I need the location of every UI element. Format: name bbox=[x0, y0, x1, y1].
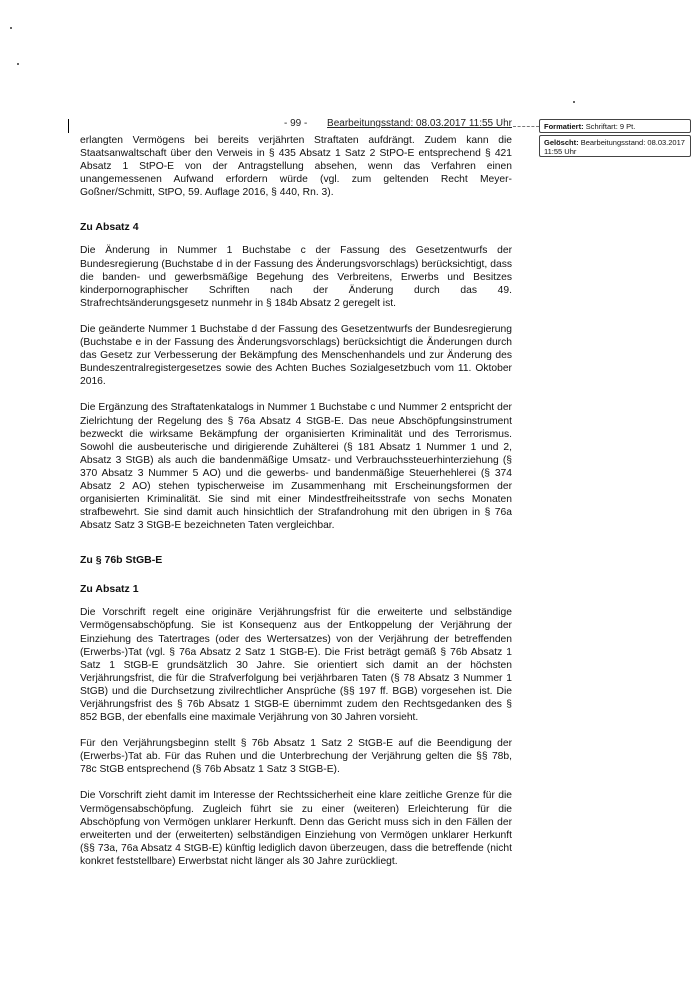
comment-connector bbox=[513, 126, 539, 127]
paragraph: erlangten Vermögens bei bereits verjährten Straftaten aufdrängt. Zudem kann die Staatsanwaltschaft über den Verweis in § 435 Absatz 1 Satz 2 StPO-E entsprechend § 421 Absatz 1 StPO-E von der Antragstellung absehen, wenn das Verfahren einen unangemessenen Aufwand erfordern würde (vgl. zum geltenden Recht Meyer-Goßner/Schmitt, StPO, 59. Auflage 2016, § 440, Rn. 3). bbox=[80, 135, 512, 199]
comment-text: Bearbeitungsstand: 08.03.2017 11:55 Uhr bbox=[544, 138, 685, 156]
revision-bar bbox=[68, 119, 69, 133]
comment-deleted[interactable] bbox=[539, 135, 691, 157]
comment-label: Formatiert: bbox=[544, 122, 584, 131]
scan-speck bbox=[10, 27, 12, 29]
page-header bbox=[80, 118, 512, 134]
document-body bbox=[80, 134, 512, 881]
scan-speck bbox=[573, 101, 575, 103]
comment-text: Schriftart: 9 Pt. bbox=[585, 122, 636, 131]
comment-label: Gelöscht: bbox=[544, 138, 579, 147]
paragraph: Die Ergänzung des Straftatenkatalogs in Nummer 1 Buchstabe c und Nummer 2 entspricht der Zielrichtung der Regelung des § 76a Absatz 4 StGB-E. Das neue Abschöpfungsinstrument bezweckt die wirksame Bekämpfung der organisierten Kriminalität und des Terrorismus. Sowohl die ausbeuterische und dirigierende Zuhälterei (§ 181 Absatz 1 Nummer 1 und 2, Absatz 3 StGB) als auch die bandenmäßige Umsatz- und Verbrauchssteuerhinterziehung (§ 370 Absatz 3 Nummer 5 AO) und die gewerbs- und bandenmäßige Steuerhehlerei (§ 374 Absatz 2 AO) stehen typischerweise im Zusammenhang mit Erscheinungsformen der organisierten Kriminalität. Sie sind mit einer Mindestfreiheitsstrafe von sechs Monaten strafbewehrt. Sie sind damit auch hinsichtlich der Strafandrohung mit den übrigen in § 76a Absatz Satz 3 StGB-E bezeichneten Taten vergleichbar. bbox=[80, 402, 512, 532]
page-number: - 99 - bbox=[284, 118, 308, 129]
edit-status: Bearbeitungsstand: 08.03.2017 11:55 Uhr bbox=[327, 118, 512, 129]
section-heading: Zu Absatz 4 bbox=[80, 221, 139, 234]
paragraph: Die Änderung in Nummer 1 Buchstabe c der Fassung des Gesetzentwurfs der Bundesregierung (Buchstabe d in der Fassung des Änderungsvorschlags) berücksichtigt, dass die banden- und gewerbsmäßige Begehung des Verbreitens, Erwerbs und Besitzes kinderpornographischer Schriften nach der Änderung durch das 49. Strafrechtsänderungsgesetz nunmehr in § 184b Absatz 2 geregelt ist. bbox=[80, 245, 512, 309]
section-heading: Zu Absatz 1 bbox=[80, 583, 139, 596]
section-heading: Zu § 76b StGB-E bbox=[80, 554, 163, 567]
scan-speck bbox=[17, 63, 19, 65]
comment-formatted[interactable] bbox=[539, 119, 691, 133]
paragraph: Die geänderte Nummer 1 Buchstabe d der Fassung des Gesetzentwurfs der Bundesregierung (Buchstabe e in der Fassung des Änderungsvorschlags) berücksichtigt die Änderungen durch das Gesetz zur Verbesserung der Bekämpfung des Menschenhandels und zur Änderung des Bundeszentralregistergesetzes sowie des Achten Buches Sozialgesetzbuch vom 11. Oktober 2016. bbox=[80, 323, 512, 388]
paragraph: Für den Verjährungsbeginn stellt § 76b Absatz 1 Satz 2 StGB-E auf die Beendigung der (Erwerbs-)Tat ab. Für das Ruhen und die Unterbrechung der Verjährung gelten die §§ 78b, 78c StGB entsprechend (§ 76b Absatz 1 Satz 3 StGB-E). bbox=[80, 738, 512, 776]
paragraph: Die Vorschrift zieht damit im Interesse der Rechtssicherheit eine klare zeitliche Grenze für die Vermögensabschöpfung. Zugleich führt sie zu einer (weiteren) Erleichterung für die Abschöpfung von Vermögen unklarer Herkunft. Denn das Gericht muss sich in den Fällen der erweiterten und der (erweiterten) selbständigen Einziehung von Vermögen unklarer Herkunft (§§ 73a, 76a Absatz 4 StGB-E) künftig lediglich davon überzeugen, dass die betreffende (nicht konkret feststellbare) Erwerbstat nicht länger als 30 Jahre zurückliegt. bbox=[80, 790, 512, 867]
paragraph: Die Vorschrift regelt eine originäre Verjährungsfrist für die erweiterte und selbständige Vermögensabschöpfung. Sie ist Konsequenz aus der Entkoppelung der Verjährung der Einziehung des Tatertrages (oder des Wertersatzes) von der Verjährung der betreffenden (Erwerbs-)Tat (vgl. § 76a Absatz 2 Satz 1 StGB-E). Die Frist beträgt gemäß § 76b Absatz 1 Satz 1 StGB-E grundsätzlich 30 Jahre. Sie orientiert sich damit an der höchsten Verjährungsfrist, die für die Strafverfolgung bei verjährbaren Taten (§ 78 Absatz 3 Nummer 1 StGB) und die Durchsetzung zivilrechtlicher Ansprüche (§§ 197 ff. BGB) vorgesehen ist. Die Verjährungsfrist des § 76b Absatz 1 StGB-E übernimmt zudem den Rechtsgedanken des § 852 BGB, der ebenfalls eine maximale Verjährung von 30 Jahren vorsieht. bbox=[80, 607, 512, 724]
